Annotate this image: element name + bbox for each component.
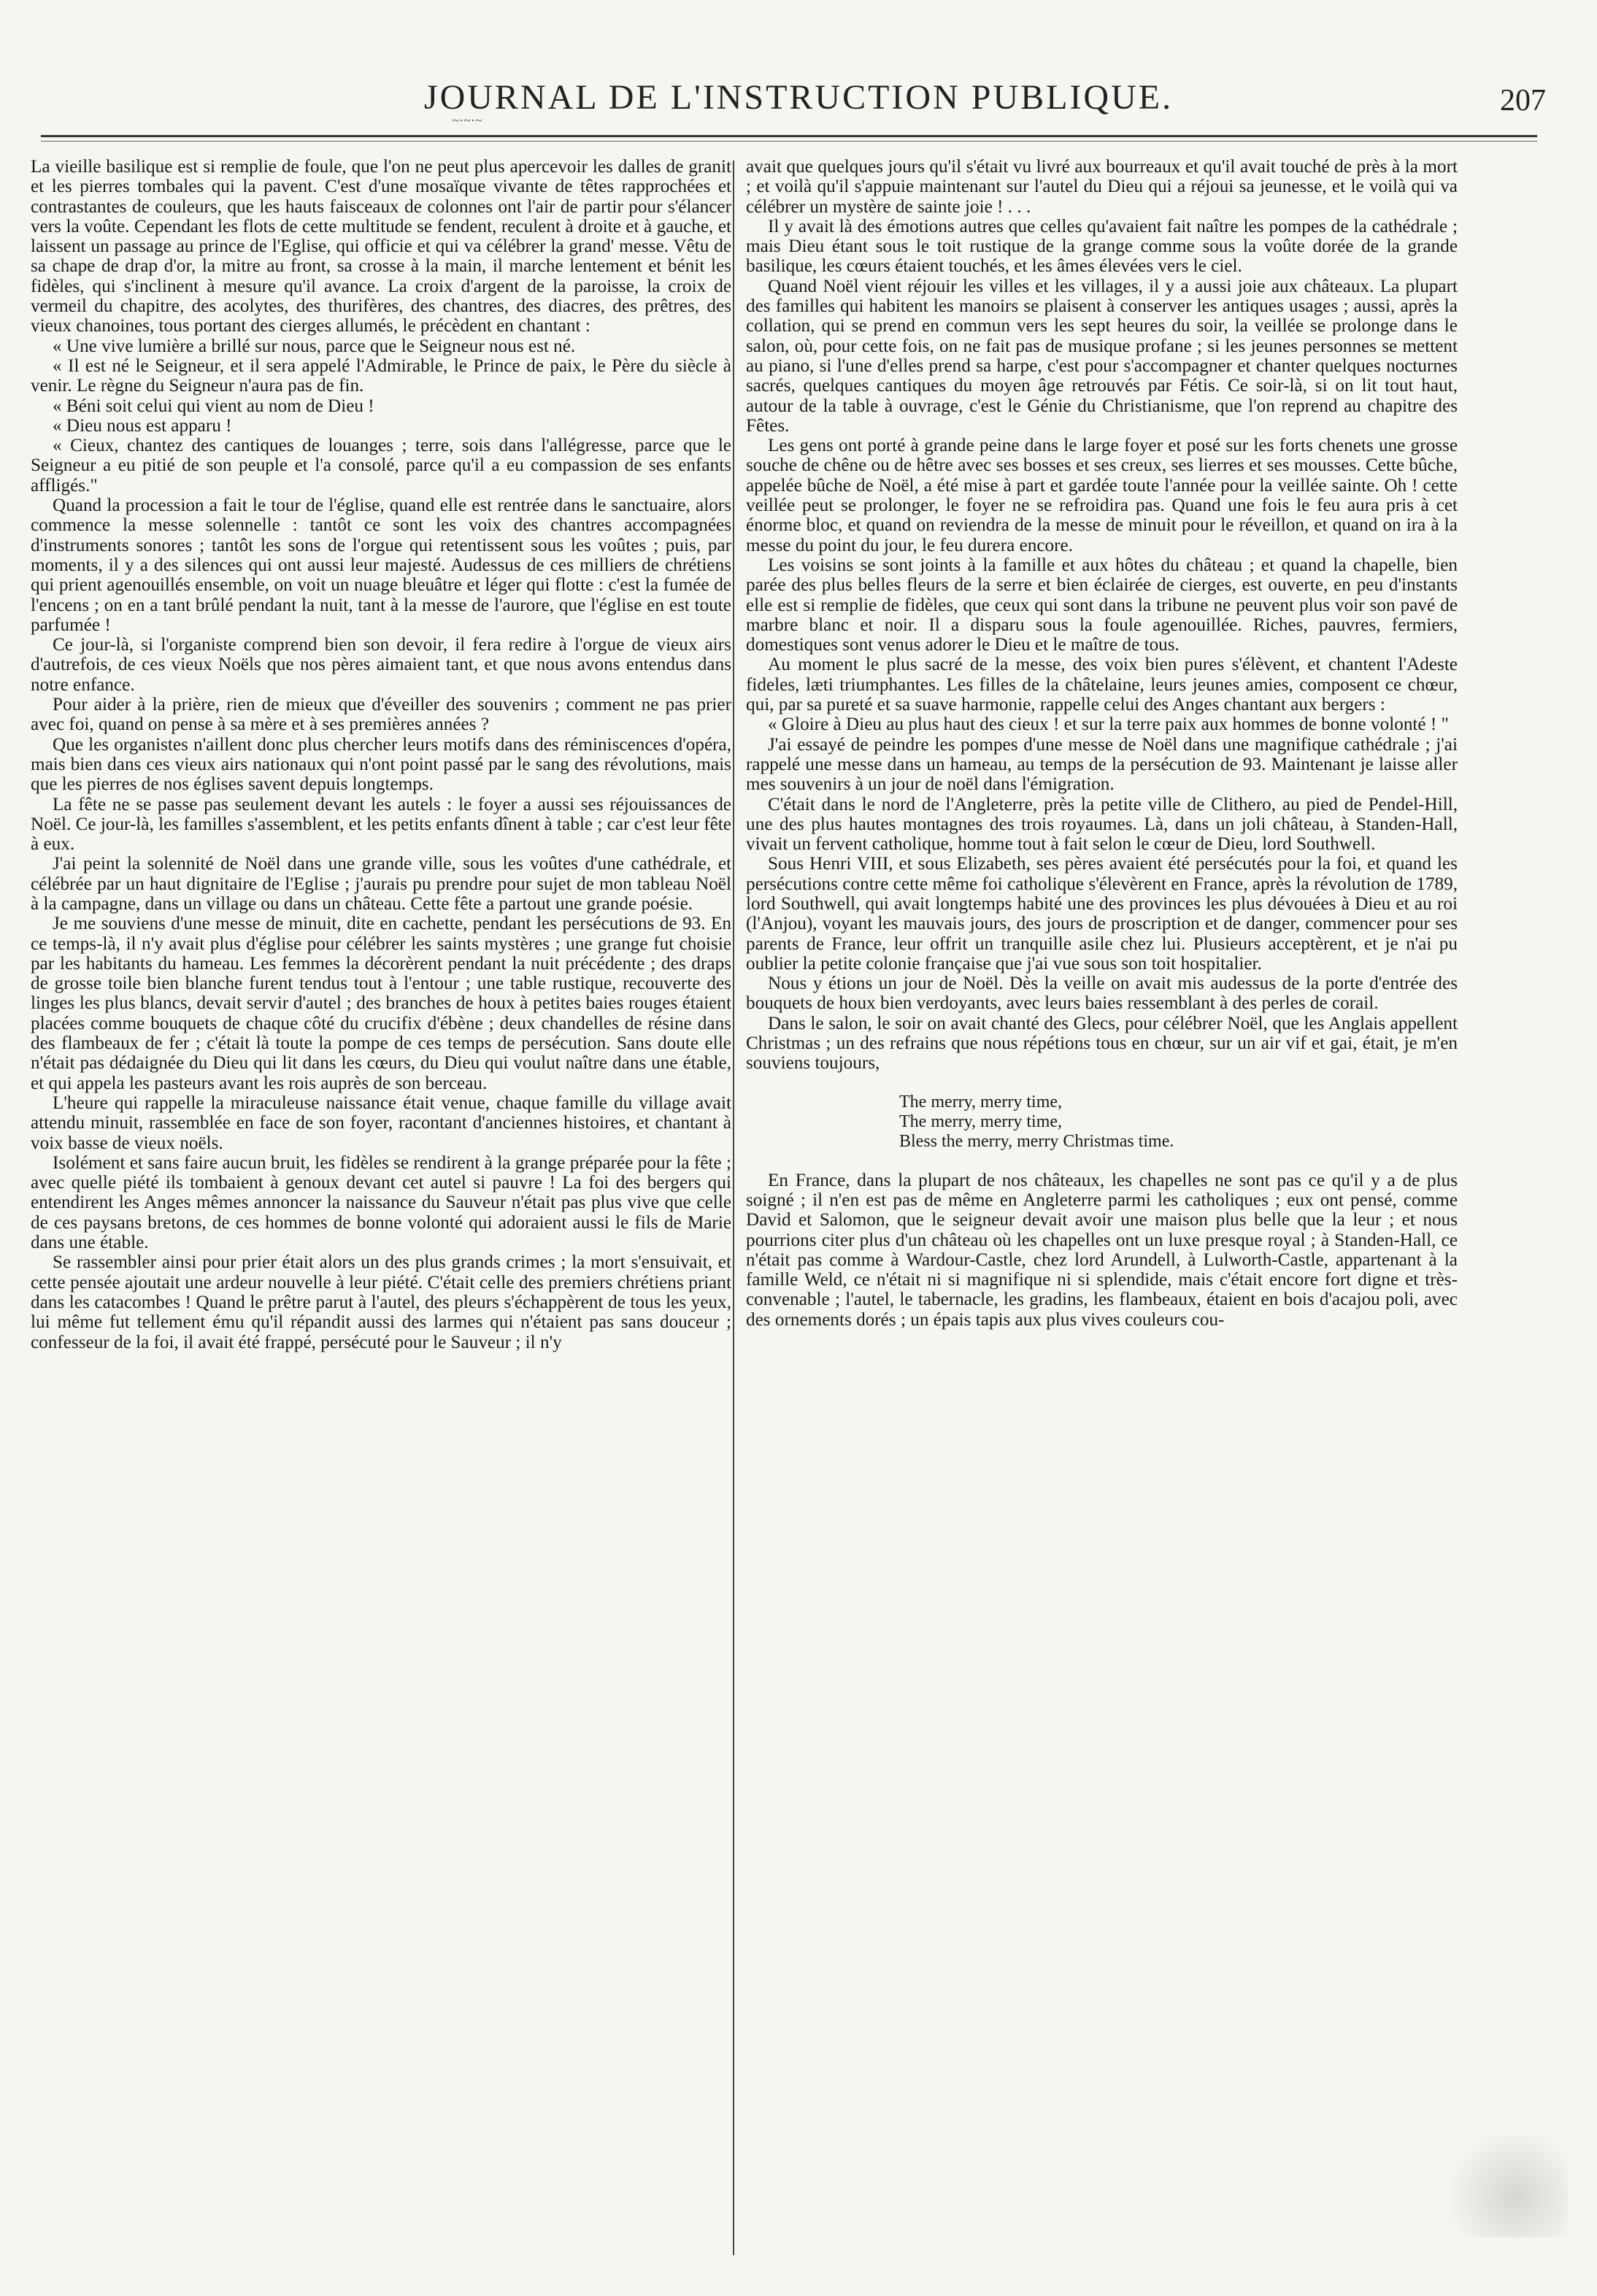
paragraph: Nous y étions un jour de Noël. Dès la veille on avait mis audessus de la porte d'entrée des bouquets de houx bien verdoyants, avec leurs baies ressemblant à des perles de corail. — [746, 974, 1458, 1014]
header-rule-thin — [41, 141, 1537, 142]
paragraph: « Une vive lumière a brillé sur nous, parce que le Seigneur nous est né. — [53, 336, 576, 356]
paragraph: La vieille basilique est si remplie de foule, que l'on ne peut plus apercevoir les dalles de granit et les pierres tombales qui la pavent. C'est d'une mosaïque vivante de têtes rapprochées et contrastantes de couleurs, que les hauts faisceaux de colonnes ont l'air de partir pour s'élancer vers la voûte. Cependant les flots de cette multitude se fendent, reculent à droite et à gauche, et laissent un passage au prince de l'Eglise, qui officie et qui va célébrer la grand' messe. Vêtu de sa chape de drap d'or, la mitre au front, sa crosse à la main, il marche lentement et bénit les fidèles, qui s'inclinent à mesure qu'il avance. La croix d'argent de la paroisse, la croix de vermeil du chapitre, des acolytes, des thurifères, des chantres, des diacres, des prêtres, des vieux chanoines, tous portant des cierges allumés, le précèdent en chantant : — [31, 157, 731, 336]
refrain-line: Bless the merry, merry Christmas time. — [899, 1131, 1174, 1151]
right-column — [746, 157, 1458, 1330]
right-column-text — [746, 157, 1458, 1074]
paragraph: Les gens ont porté à grande peine dans le large foyer et posé sur les forts chenets une grosse souche de chêne ou de hêtre avec ses bosses et ses creux, ses lierres et ses mousses. Cette bûche, appelée bûche de Noël, a été mise à part et gardée toute l'année pour la veillée sainte. Oh ! cette veillée peut se prolonger, le foyer ne se refroidira pas. Quand une fois le feu aura pris à cet énorme bloc, et quand on reviendra de la messe de minuit pour le réveillon, et quand on ira à la messe du point du jour, le feu durera encore. — [746, 436, 1458, 555]
paragraph: « Béni soit celui qui vient au nom de Dieu ! — [53, 396, 374, 416]
page-number: 207 — [1500, 84, 1546, 118]
paragraph: Quand la procession a fait le tour de l'église, quand elle est rentrée dans le sanctuaire, alors commence la messe solennelle : tantôt ce sont les voix des chantres accompagnées d'instruments sonores ; tantôt les sons de l'orgue qui retentissent sous les voûtes ; puis, par moments, il y a des silences qui ont aussi leur majesté. Audessus de ces milliers de chrétiens qui prient agenouillés ensemble, on voit un nuage bleuâtre et léger qui flotte : c'est la fumée de l'encens ; on en a tant brûlé pendant la nuit, tant à la messe de l'aurore, que l'église en est toute parfumée ! — [31, 496, 731, 635]
paragraph: Au moment le plus sacré de la messe, des voix bien pures s'élèvent, et chantent l'Adeste fideles, læti triumphantes. Les filles de la châtelaine, leurs jeunes amies, composent ce chœur, qui, par sa pureté et sa suave harmonie, rappelle celui des Anges chantant aux bergers : — [746, 655, 1458, 715]
column-divider — [733, 161, 734, 2255]
paragraph: Pour aider à la prière, rien de mieux que d'éveiller des souvenirs ; comment ne pas prier avec foi, quand on pense à sa mère et à ses premières années ? — [31, 695, 731, 735]
paragraph: Les voisins se sont joints à la famille et aux hôtes du château ; et quand la chapelle, bien parée des plus belles fleurs de la serre et bien éclairée de cierges, est ouverte, en peu d'instants elle est si remplie de fidèles, que ceux qui sont dans la tribune ne peuvent plus voir son pavé de marbre blanc et noir. Il a disparu sous la foule agenouillée. Riches, pauvres, fermiers, domestiques sont venus adorer le Dieu et le maître de tous. — [746, 555, 1458, 655]
paragraph: « Gloire à Dieu au plus haut des cieux ! et sur la terre paix aux hommes de bonne volonté ! " — [768, 714, 1449, 735]
paragraph: « Dieu nous est apparu ! — [53, 415, 232, 436]
paragraph: J'ai peint la solennité de Noël dans une grande ville, sous les voûtes d'une cathédrale, et célébrée par un haut dignitaire de l'Eglise ; j'aurais pu prendre pour sujet de mon tableau Noël à la campagne, dans un village ou dans un château. Cette fête a partout une grande poésie. — [31, 854, 731, 914]
paragraph: « Il est né le Seigneur, et il sera appelé l'Admirable, le Prince de paix, le Père du siècle à venir. Le règne du Seigneur n'aura pas de fin. — [31, 355, 731, 396]
paragraph: Isolément et sans faire aucun bruit, les fidèles se rendirent à la grange préparée pour la fête ; avec quelle piété ils tombaient à genoux devant cet autel si pauvre ! La foi des bergers qui entendirent les Anges mêmes annoncer la naissance du Sauveur n'était pas plus vive que celle de ces paysans bretons, de ces hommes de bonne volonté qui adoraient aussi le fils de Marie dans une étable. — [31, 1152, 731, 1253]
english-refrain — [746, 1093, 1458, 1152]
paragraph: Se rassembler ainsi pour prier était alors un des plus grands crimes ; la mort s'ensuivait, et cette pensée ajoutait une ardeur nouvelle à leur piété. C'était celle des premiers chrétiens priant dans les catacombes ! Quand le prêtre parut à l'autel, des pleurs s'échappèrent de tous les yeux, lui même fut tellement ému qu'il répandit aussi des larmes qui n'étaient pas sans douceur ; confesseur de la foi, il avait été frappé, persécuté pour le Sauveur ; il n'y — [31, 1252, 731, 1352]
paragraph: Il y avait là des émotions autres que celles qu'avaient fait naître les pompes de la cathédrale ; mais Dieu étant sous le toit rustique de la grange comme sous la voûte dorée de la grande basilique, les cœurs étaient touchés, et les âmes élevées vers le ciel. — [746, 216, 1458, 277]
paragraph: J'ai essayé de peindre les pompes d'une messe de Noël dans une magnifique cathédrale ; j'ai rappelé une messe dans un hameau, au temps de la persécution de 93. Maintenant je laisse aller mes souvenirs à un jour de noël dans l'émigration. — [746, 734, 1458, 795]
left-column — [31, 157, 731, 1352]
page-stain — [1436, 2135, 1568, 2238]
paragraph: L'heure qui rappelle la miraculeuse naissance était venue, chaque famille du village avait attendu minuit, rassemblée en face de son foyer, racontant d'anciennes histoires, et chantant à voix basse de vieux noëls. — [31, 1093, 731, 1153]
right-column-continuation — [746, 1171, 1458, 1330]
header-ornament: ~·~·~ — [452, 113, 482, 128]
paragraph: Dans le salon, le soir on avait chanté des Glecs, pour célébrer Noël, que les Anglais appellent Christmas ; un des refrains que nous répétions tous en chœur, sur un air vif et gai, était, je m'en souviens toujours, — [746, 1013, 1458, 1074]
paragraph: Je me souviens d'une messe de minuit, dite en cachette, pendant les persécutions de 93. En ce temps-là, il n'y avait plus d'église pour célébrer les saints mystères ; une grange fut choisie par les habitants du hameau. Les femmes la décorèrent pendant la nuit précédente ; des draps de grosse toile bien blanche furent tendus tout à l'entour ; une table rustique, recouverte des linges les plus blancs, devait servir d'autel ; des branches de houx à petites baies rouges étaient placées comme bouquets de chaque côté du crucifix d'ébène ; deux chandelles de résine dans des flambeaux de fer ; c'était là toute la pompe de ces temps de persécution. Sans doute elle n'était pas dédaignée du Dieu qui lit dans les cœurs, du Dieu qui voulut naître dans une étable, et qui appela les pasteurs avant les rois auprès de son berceau. — [31, 914, 731, 1093]
header-rule — [41, 135, 1537, 137]
paragraph: La fête ne se passe pas seulement devant les autels : le foyer a aussi ses réjouissances de Noël. Ce jour-là, les familles s'assemblent, et les petits enfants dînent à table ; car c'est leur fête à eux. — [31, 794, 731, 855]
paragraph: Quand Noël vient réjouir les villes et les villages, il y a aussi joie aux châteaux. La plupart des familles qui habitent les manoirs se plaisent à conserver les antiques usages ; aussi, après la collation, qui se prend en commun vers les sept heures du soir, la veillée se prolonge dans le salon, où, pour cette fois, on ne fait pas de musique profane ; si les jeunes personnes se mettent au piano, si l'une d'elles prend sa harpe, c'est pour s'accompagner et chanter quelques nocturnes sacrés, quelques cantiques du moyen âge retrouvés par Fétis. Ce soir-là, si on lit tout haut, autour de la table à ouvrage, c'est le Génie du Christianisme, que l'on reprend au chapitre des Fêtes. — [746, 276, 1458, 436]
page-header — [44, 67, 1553, 118]
journal-title: JOURNAL DE L'INSTRUCTION PUBLIQUE. — [423, 78, 1174, 117]
paragraph: « Cieux, chantez des cantiques de louanges ; terre, sois dans l'allégresse, parce que le Seigneur a eu pitié de son peuple et l'a consolé, parce qu'il a eu compassion de ses enfants affligés." — [31, 436, 731, 496]
paragraph: C'était dans le nord de l'Angleterre, près la petite ville de Clithero, au pied de Pendel-Hill, une des plus hautes montagnes des trois royaumes. Là, dans un joli château, à Standen-Hall, vivait un fervent catholique, homme tout à fait selon le cœur de Dieu, lord Southwell. — [746, 794, 1458, 855]
paragraph: En France, dans la plupart de nos châteaux, les chapelles ne sont pas ce qu'il y a de plus soigné ; il n'en est pas de même en Angleterre parmi les catholiques ; eux ont pensé, comme David et Salomon, que le seigneur devait avoir une maison plus belle que la leur ; et nous pourrions citer plus d'un château où les chapelles ont un luxe presque royal ; à Standen-Hall, ce n'était pas comme à Wardour-Castle, chez lord Arundell, à Lulworth-Castle, appartenant à la famille Weld, ce n'était ni si magnifique ni si splendide, mais c'était encore fort digne et très-convenable ; l'autel, le tabernacle, les gradins, les flambeaux, étaient en bois d'acajou poli, avec des ornements dorés ; un épais tapis aux plus vives couleurs cou- — [746, 1170, 1458, 1330]
refrain-line: The merry, merry time, — [899, 1092, 1063, 1112]
paragraph: avait que quelques jours qu'il s'était vu livré aux bourreaux et qu'il avait touché de près à la mort ; et voilà qu'il s'appuie maintenant sur l'autel du Dieu qui a réjoui sa jeunesse, et le voilà qui va célébrer un mystère de sainte joie ! . . . — [746, 157, 1458, 217]
refrain-line: The merry, merry time, — [899, 1112, 1063, 1131]
paragraph: Sous Henri VIII, et sous Elizabeth, ses pères avaient été persécutés pour la foi, et quand les persécutions contre cette même foi catholique s'élevèrent en France, après la révolution de 1789, lord Southwell, qui avait longtemps habité une des provinces les plus dévouées à Dieu et au roi (l'Anjou), voyant les mauvais jours, des jours de proscription et de danger, commencer pour ses parents de France, leur offrit un tranquille asile chez lui. Plusieurs acceptèrent, et je n'ai pu oublier la petite colonie française que j'ai vue sous son toit hospitalier. — [746, 854, 1458, 974]
paragraph: Ce jour-là, si l'organiste comprend bien son devoir, il fera redire à l'orgue de vieux airs d'autrefois, de ces vieux Noëls que nos pères aimaient tant, et que nous avons entendus dans notre enfance. — [31, 635, 731, 695]
paragraph: Que les organistes n'aillent donc plus chercher leurs motifs dans des réminiscences d'opéra, mais bien dans ces vieux airs nationaux qui n'ont point passé par le sang des révolutions, mais que les pierres de nos églises savent depuis longtemps. — [31, 734, 731, 795]
